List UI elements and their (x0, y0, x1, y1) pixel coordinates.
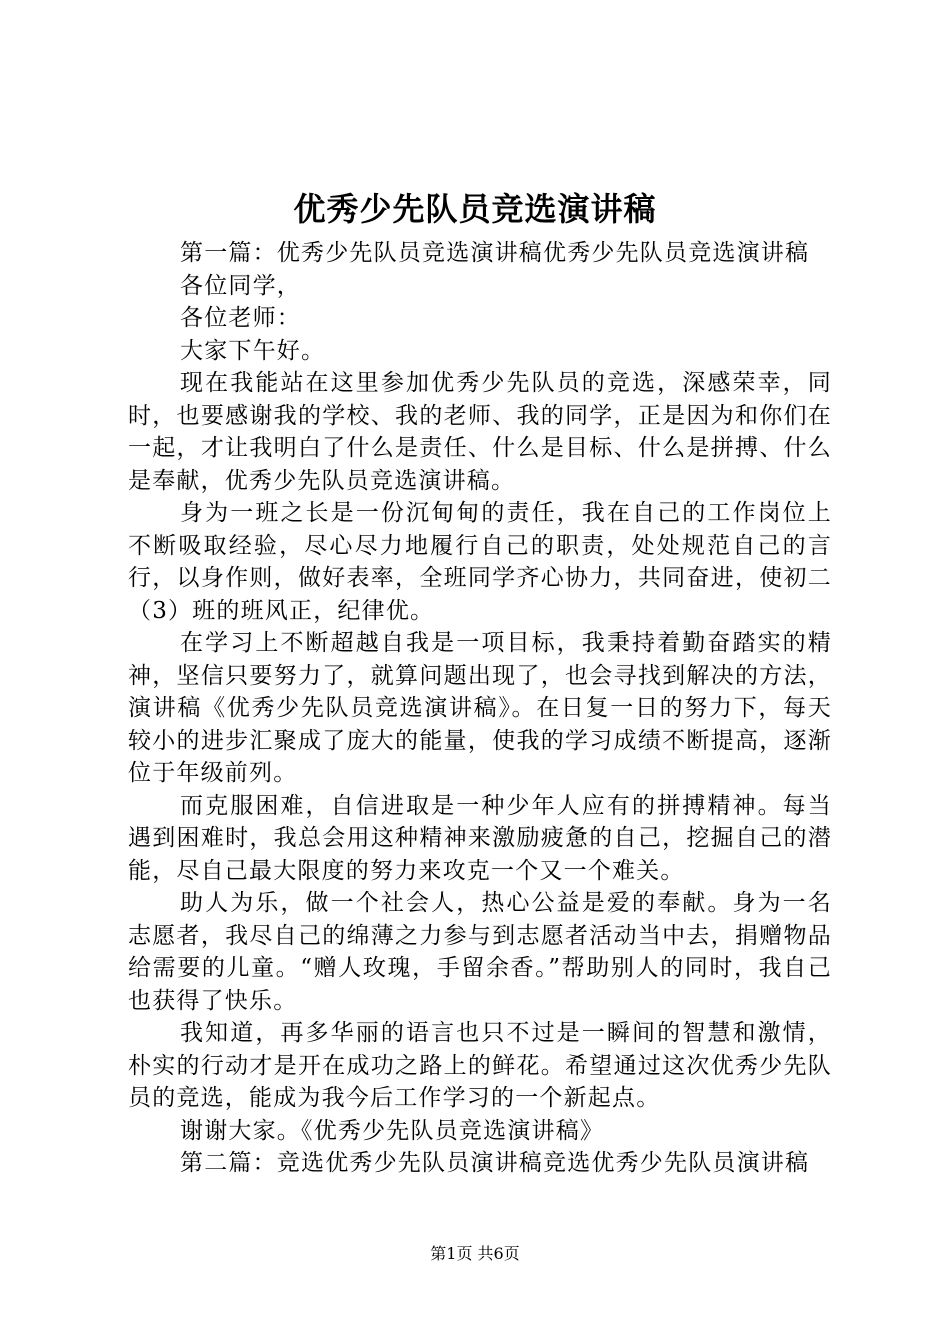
paragraph: 大家下午好。 (180, 337, 326, 364)
paragraph: 谢谢大家。《优秀少先队员竞选演讲稿》 (180, 1117, 605, 1144)
paragraph: 现在我能站在这里参加优秀少先队员的竞选，深感荣幸，同时，也要感谢我的学校、我的老师、我的同学，正是因为和你们在一起，才让我明白了什么是责任、什么是目标、什么是拼搏、什么是奉献，优秀少先队员竞选演讲稿。 (128, 370, 832, 494)
paragraph: 我知道，再多华丽的语言也只不过是一瞬间的智慧和激情，朴实的行动才是开在成功之路上的鲜花。希望通过这次优秀少先队员的竞选，能成为我今后工作学习的一个新起点。 (128, 1020, 832, 1111)
document-body (128, 237, 832, 1180)
paragraph: 各位老师： (180, 305, 301, 331)
document-title: 优秀少先队员竞选演讲稿 (293, 190, 657, 228)
paragraph: 身为一班之长是一份沉甸甸的责任，我在自己的工作岗位上不断吸取经验，尽心尽力地履行自己的职责，处处规范自己的言行，以身作则，做好表率，全班同学齐心协力，共同奋进，使初二（3）班的班风正，纪律优。 (128, 500, 832, 624)
paragraph: 各位同学， (180, 272, 301, 299)
paragraph: 第一篇：优秀少先队员竞选演讲稿优秀少先队员竞选演讲稿 (180, 240, 810, 266)
paragraph: 助人为乐，做一个社会人，热心公益是爱的奉献。身为一名志愿者，我尽自己的绵薄之力参与到志愿者活动当中去，捐赠物品给需要的儿童。“赠人玫瑰，手留余香。”帮助别人的同时，我自己也获得了快乐。 (128, 890, 832, 1014)
paragraph: 第二篇：竞选优秀少先队员演讲稿竞选优秀少先队员演讲稿 (180, 1150, 810, 1176)
paragraph: 在学习上不断超越自我是一项目标，我秉持着勤奋踏实的精神，坚信只要努力了，就算问题出现了，也会寻找到解决的方法，演讲稿《优秀少先队员竞选演讲稿》。在日复一日的努力下，每天较小的进步汇聚成了庞大的能量，使我的学习成绩不断提高，逐渐位于年级前列。 (128, 630, 832, 786)
paragraph: 而克服困难，自信进取是一种少年人应有的拼搏精神。每当遇到困难时，我总会用这种精神来激励疲惫的自己，挖掘自己的潜能，尽自己最大限度的努力来攻克一个又一个难关。 (128, 792, 832, 884)
page-number-footer: 第1页 共6页 (430, 1244, 520, 1263)
